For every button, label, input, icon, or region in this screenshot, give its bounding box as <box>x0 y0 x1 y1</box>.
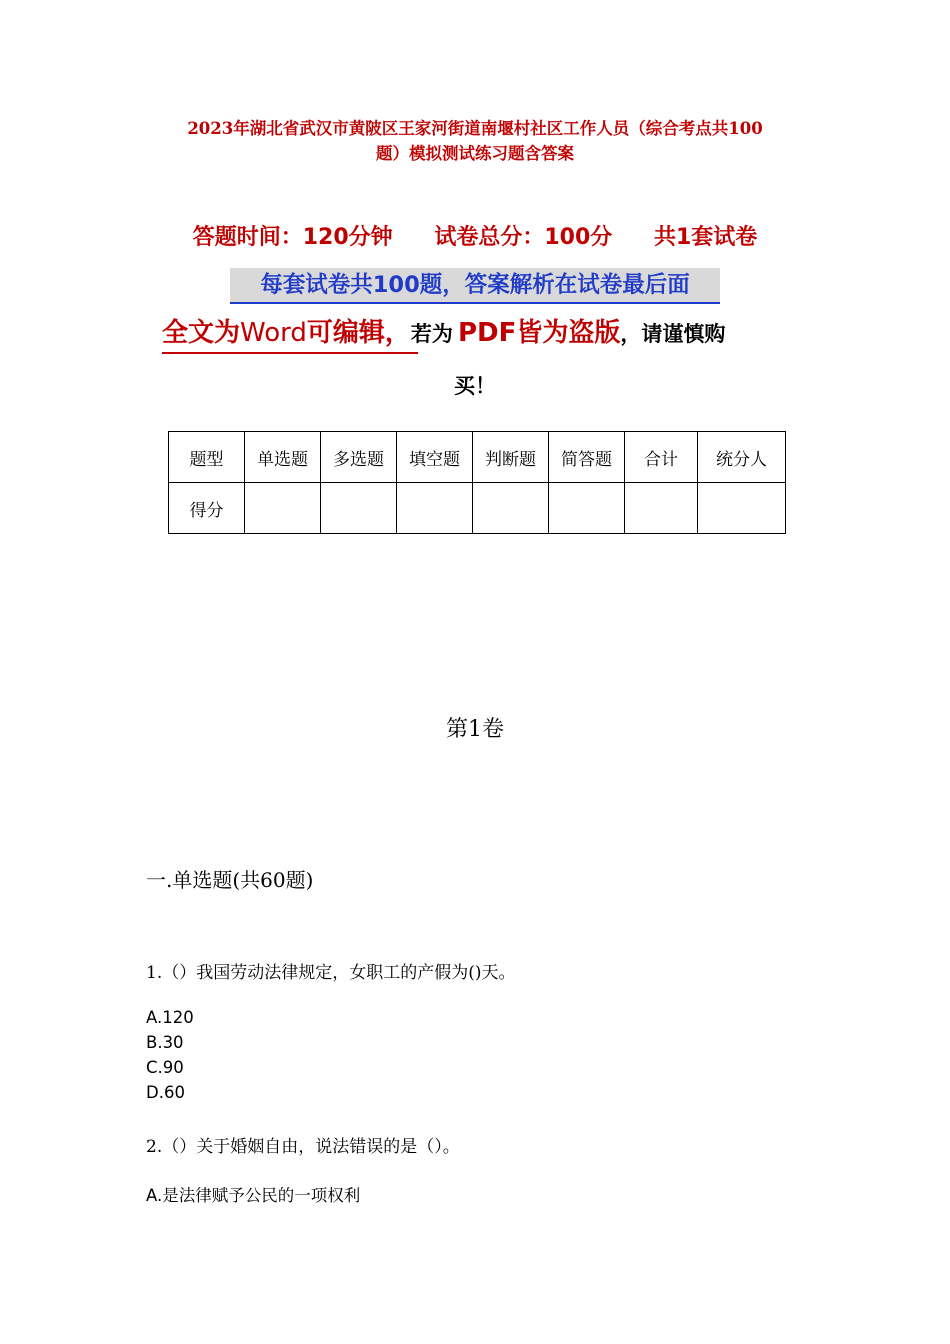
header-cell-type: 题型 <box>169 432 245 483</box>
answer-notice: 每套试卷共100题，答案解析在试卷最后面 <box>230 268 720 304</box>
warning-part-1: 全文为 <box>162 318 241 348</box>
score-table-score-row <box>169 483 786 534</box>
title-line-1: 2023年湖北省武汉市黄陂区王家河街道南堰村社区工作人员（综合考点共100 <box>187 119 763 138</box>
score-cell <box>245 483 321 534</box>
title-line-2: 题）模拟测试练习题含答案 <box>376 144 574 163</box>
exam-time: 答题时间：120分钟 <box>192 225 393 250</box>
header-cell-total: 合计 <box>625 432 698 483</box>
row-label-score: 得分 <box>169 483 245 534</box>
warning-editable: 可编辑 <box>306 318 385 348</box>
exam-total-score: 试卷总分：100分 <box>434 225 613 250</box>
exam-info <box>0 220 950 251</box>
score-cell <box>698 483 786 534</box>
warning-caution: 请谨慎购 <box>641 322 726 346</box>
warning-pdf: PDF皆为盗版 <box>457 318 621 348</box>
question-1: 1.（）我国劳动法律规定，女职工的产假为()天。 <box>146 963 516 983</box>
score-table-header-row <box>169 432 786 483</box>
warning-if: 若为 <box>410 322 453 346</box>
score-cell <box>549 483 625 534</box>
question-1-option-b: B.30 <box>146 1033 184 1052</box>
warning-line-2: 买！ <box>454 374 496 398</box>
header-cell-judge: 判断题 <box>473 432 549 483</box>
question-1-option-d: D.60 <box>146 1083 185 1102</box>
question-1-option-a: A.120 <box>146 1008 194 1027</box>
header-cell-grader: 统分人 <box>698 432 786 483</box>
score-table <box>168 431 786 534</box>
question-2-option-a: A.是法律赋予公民的一项权利 <box>146 1186 361 1205</box>
header-cell-fill: 填空题 <box>397 432 473 483</box>
warning-word: Word <box>240 318 307 348</box>
warning-sep-2: ， <box>620 322 642 346</box>
score-cell <box>397 483 473 534</box>
header-cell-single: 单选题 <box>245 432 321 483</box>
question-1-option-c: C.90 <box>146 1058 184 1077</box>
score-cell <box>321 483 397 534</box>
warning-sep-1: ， <box>384 318 411 348</box>
exam-set-count: 共1套试卷 <box>653 225 758 250</box>
score-cell <box>473 483 549 534</box>
header-cell-short: 简答题 <box>549 432 625 483</box>
question-2: 2.（）关于婚姻自由，说法错误的是（）。 <box>146 1137 460 1157</box>
volume-heading: 第1卷 <box>446 717 504 742</box>
copyright-warning <box>162 312 802 349</box>
score-cell <box>625 483 698 534</box>
warning-underline <box>162 352 418 354</box>
section-heading: 一.单选题(共60题) <box>146 868 314 892</box>
document-title <box>140 116 810 166</box>
header-cell-multi: 多选题 <box>321 432 397 483</box>
